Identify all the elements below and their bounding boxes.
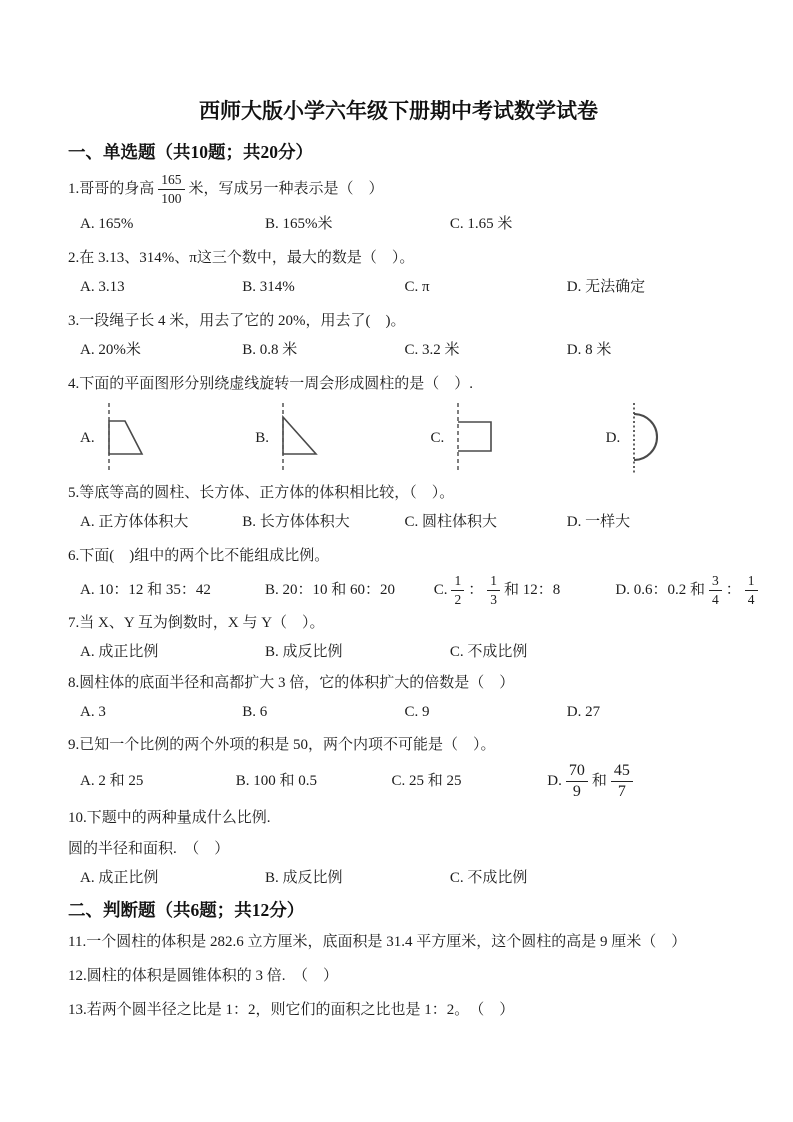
q9-option-d-label: D. [547,773,562,790]
q4-stem: 4.下面的平面图形分别绕虚线旋转一周会形成圆柱的是（ ）. [68,376,474,393]
q9-d-f1-num: 70 [566,762,588,782]
q6-option-c-fraction-2 [487,573,500,607]
q6-d-f2-num: 1 [745,573,758,591]
q4-shape-a [80,399,255,477]
q8-stem: 8.圆柱体的底面半径和高都扩大 3 倍，它的体积扩大的倍数是（ ） [68,675,515,692]
q6-option-c-label: C. [433,581,448,598]
q6-option-b: B. 20：10 和 60：20 [264,581,395,598]
q7-stem: 7.当 X、Y 互为倒数时，X 与 Y（ ）。 [68,615,325,632]
q5-option-b: B. 长方体体积大 [242,514,350,531]
q2-option-b: B. 314% [242,279,295,296]
q10-stem-line-1: 10.下题中的两种量成什么比例. [68,809,271,826]
q6-c-f2-num: 1 [487,573,500,591]
q9-d-f2-den: 7 [617,783,626,801]
q6-d-f2-den: 4 [747,591,755,607]
q9-option-d-mid: 和 [591,773,607,790]
q6-option-c-colon: ： [468,581,484,598]
q2-option-c: C. π [404,279,430,296]
q12-stem: 12.圆柱的体积是圆锥体积的 3 倍. （ ） [68,967,339,984]
q5-option-c: C. 圆柱体积大 [404,514,498,531]
q11-stem: 11.一个圆柱的体积是 282.6 立方厘米，底面积是 31.4 平方厘米，这个圆柱的高是 9 厘米（ ） [68,933,687,950]
semicircle-shape-icon [622,399,688,477]
q8-option-d: D. 27 [566,704,601,721]
q6-option-d-colon: ： [725,581,741,598]
q3-option-a: A. 20%米 [80,342,141,359]
q9-option-d [547,762,729,802]
section-1-heading: 一、单选题（共10题；共20分） [68,142,313,162]
q10-option-c: C. 不成比例 [449,869,528,886]
q10-option-b: B. 成反比例 [264,869,343,886]
q5-option-a: A. 正方体体积大 [80,514,189,531]
q1-option-a: A. 165% [80,216,134,233]
q7-option-a: A. 成正比例 [80,644,159,661]
q9-option-a: A. 2 和 25 [80,773,144,790]
q10-stem-line-2: 圆的半径和面积. （ ） [68,840,230,857]
q9-d-f1-den: 9 [572,783,581,801]
q10-option-a: A. 成正比例 [80,869,159,886]
page-title: 西师大版小学六年级下册期中考试数学试卷 [199,99,598,123]
q6-d-f1-num: 3 [709,573,722,591]
q9-options [68,762,729,802]
q3-option-c: C. 3.2 米 [404,342,460,359]
q4-shape-c [430,399,605,477]
q9-stem: 9.已知一个比例的两个外项的积是 50，两个内项不可能是（ ）。 [68,737,496,754]
q4-shape-b [255,399,430,477]
q3-options [68,340,729,361]
q1-fraction [158,172,184,206]
q5-stem: 5.等底等高的圆柱、长方体、正方体的体积相比较，（ ）。 [68,485,455,502]
q2-option-d: D. 无法确定 [566,279,646,296]
q4-shape-d [606,399,729,477]
q3-stem: 3.一段绳子长 4 米，用去了它的 20%，用去了( )。 [68,313,406,330]
q1-stem-after: 米，写成另一种表示是（ ） [188,180,384,197]
q6-option-d [615,573,761,607]
q4-shape-b-label: B. [255,429,269,446]
q9-option-d-fraction-2 [611,762,633,802]
q2-option-a: A. 3.13 [80,279,125,296]
q8-option-b: B. 6 [242,704,268,721]
q9-d-f2-num: 45 [611,762,633,782]
right-triangle-shape-icon [271,399,337,477]
q1-fraction-numerator: 165 [158,172,184,190]
q7-option-c: C. 不成比例 [449,644,528,661]
q6-c-f1-num: 1 [451,573,464,591]
q6-option-c [434,573,616,607]
q6-option-d-fraction-2 [745,573,758,607]
q3-option-d: D. 8 米 [566,342,612,359]
q6-stem: 6.下面( )组中的两个比不能组成比例。 [68,548,330,565]
q7-option-b: B. 成反比例 [264,644,343,661]
q6-option-a: A. 10：12 和 35：42 [80,581,211,598]
q6-options [68,573,755,607]
q8-option-a: A. 3 [80,704,106,721]
q9-option-d-fraction-1 [566,762,588,802]
q1-option-b: B. 165%米 [264,216,333,233]
q1-stem [68,172,729,206]
q7-options [68,642,729,663]
q10-options [68,868,729,889]
q6-option-d-fraction-1 [709,573,722,607]
q3-option-b: B. 0.8 米 [242,342,298,359]
q1-stem-before: 1.哥哥的身高 [68,180,155,197]
q6-option-c-after: 和 12：8 [503,581,561,598]
q6-c-f1-den: 2 [454,591,462,607]
q1-fraction-denominator: 100 [161,190,182,206]
q4-shape-c-label: C. [430,429,445,446]
q6-option-d-label: D. 0.6：0.2 和 [615,581,705,598]
rectangle-shape-icon [446,399,512,477]
q9-option-b: B. 100 和 0.5 [235,773,318,790]
q2-stem: 2.在 3.13、314%、π这三个数中，最大的数是（ ）。 [68,250,415,267]
q6-d-f1-den: 4 [712,591,719,607]
q6-option-c-fraction-1 [451,573,464,607]
q9-option-c: C. 25 和 25 [391,773,462,790]
section-2-heading: 二、判断题（共6题；共12分） [68,899,305,920]
q13-stem: 13.若两个圆半径之比是 1：2，则它们的面积之比也是 1：2。 （ ） [68,1001,515,1018]
q4-shape-options [68,399,729,477]
q4-shape-d-label: D. [605,429,621,446]
trapezoid-shape-icon [97,399,163,477]
q2-options [68,277,729,298]
q1-options [68,214,729,235]
q4-shape-a-label: A. [80,429,95,446]
q8-option-c: C. 9 [404,704,430,721]
q5-options [68,512,729,533]
q8-options [68,702,729,723]
q6-c-f2-den: 3 [490,591,497,607]
q5-option-d: D. 一样大 [566,514,631,531]
q1-option-c: C. 1.65 米 [449,216,513,233]
